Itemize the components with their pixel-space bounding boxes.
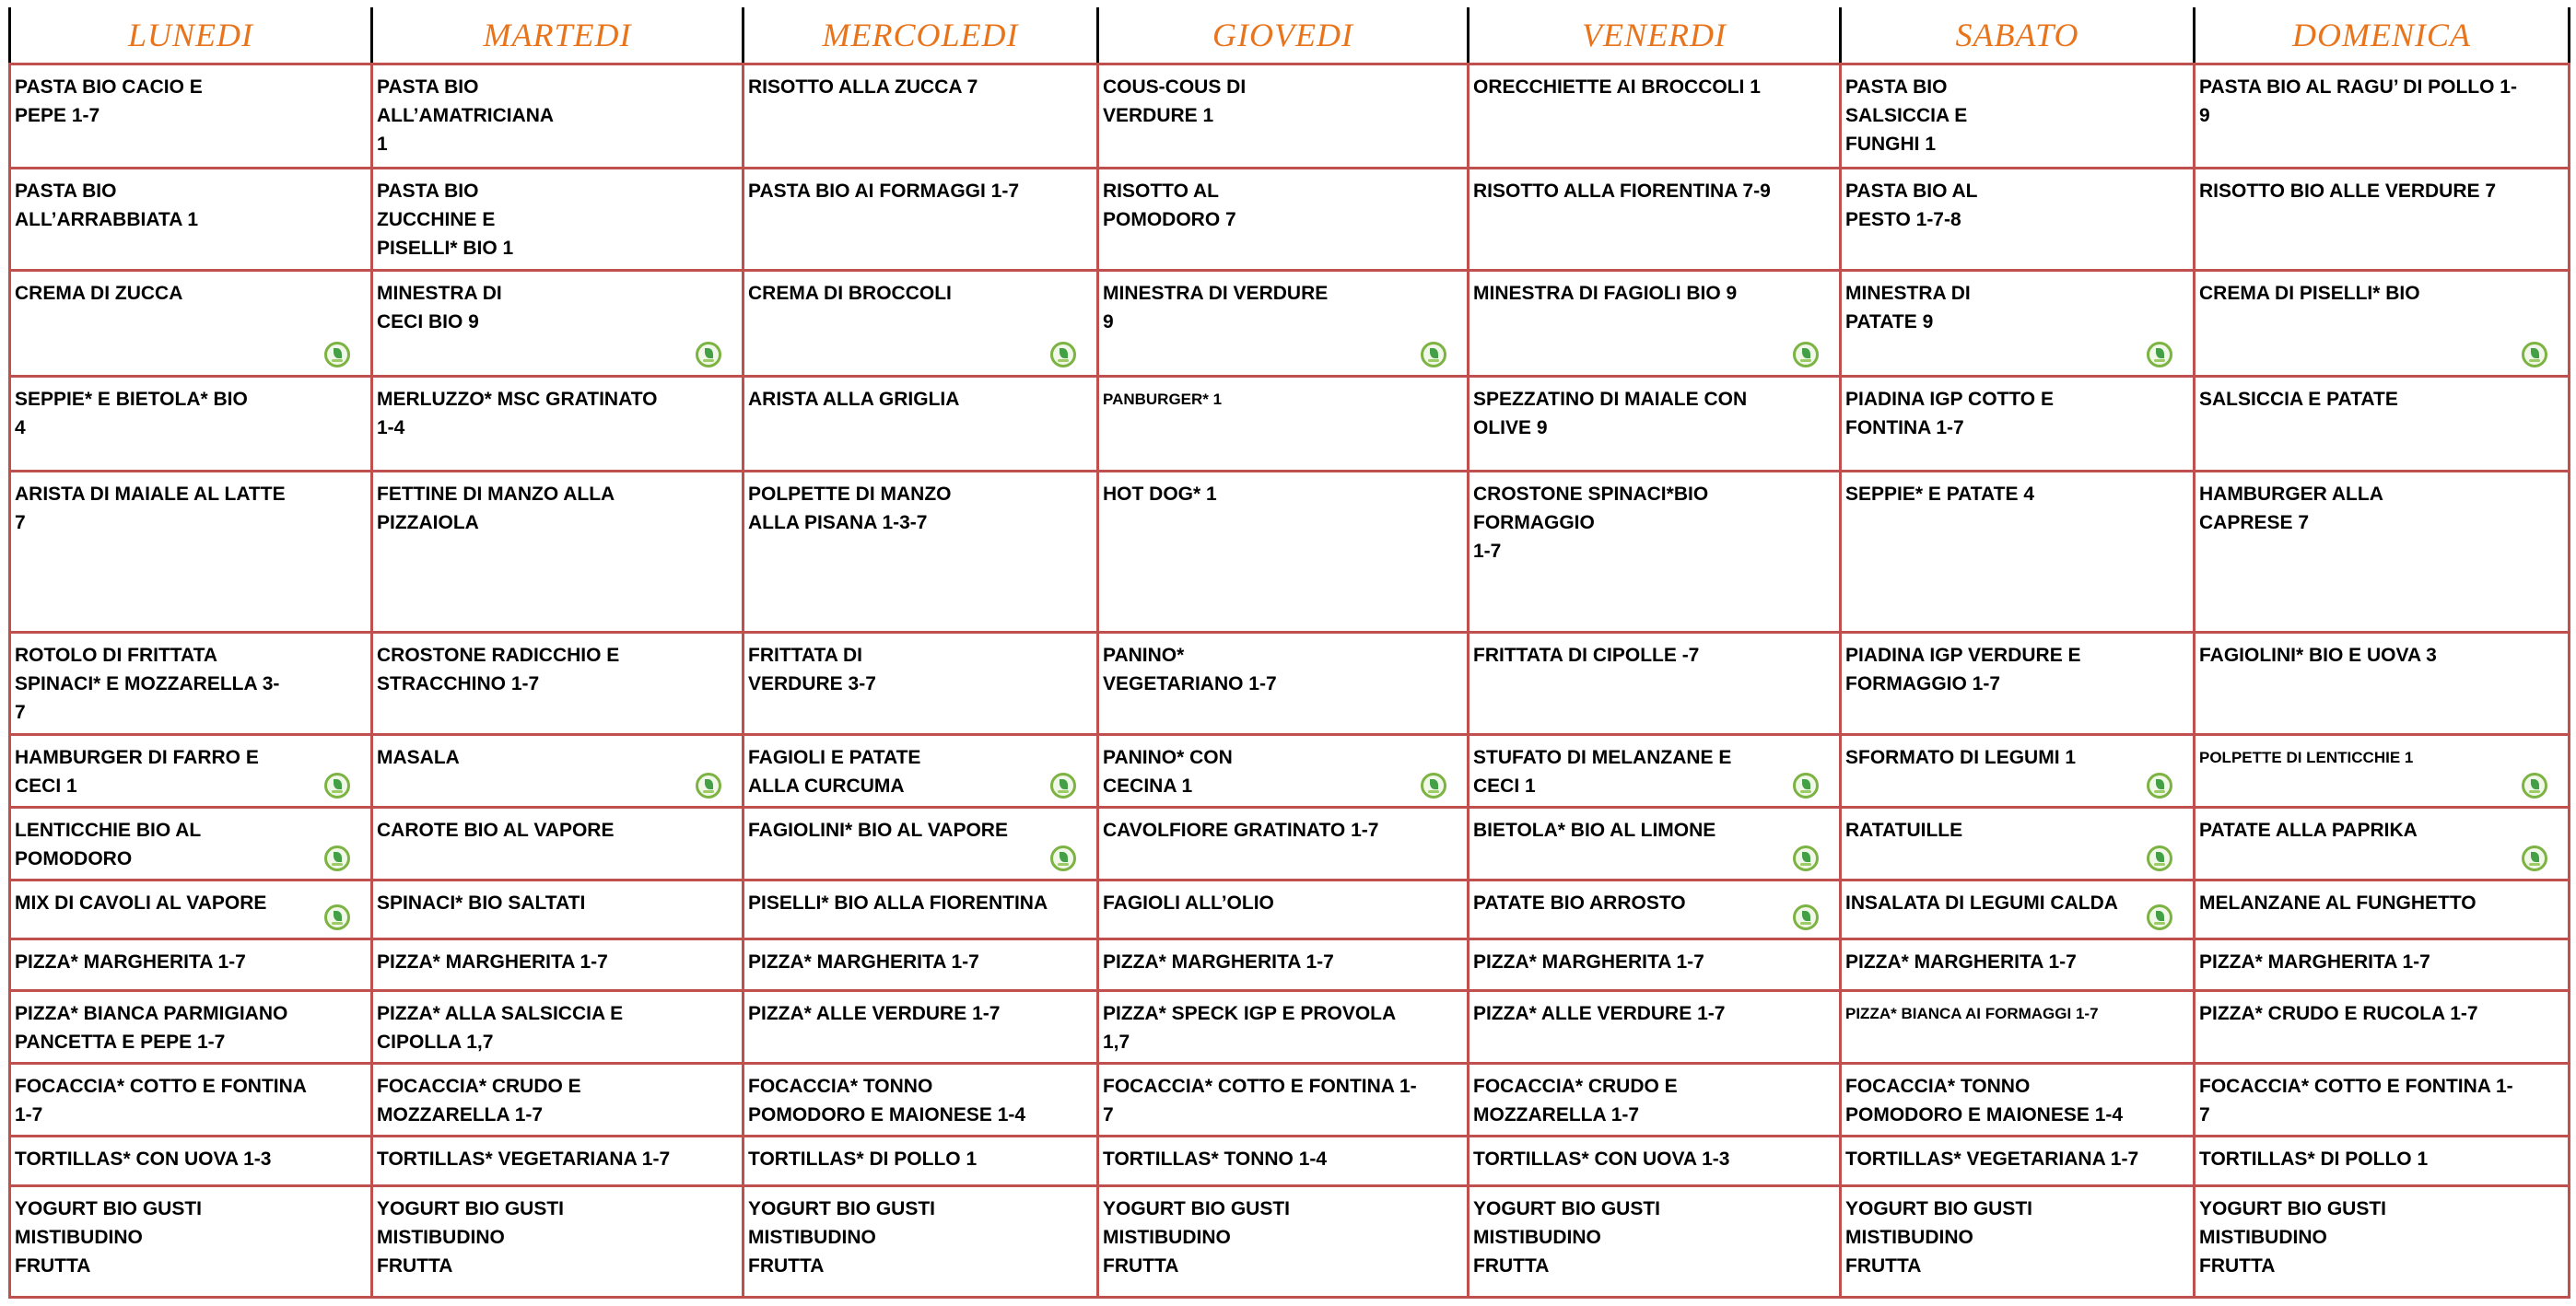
menu-cell (1469, 880, 1841, 939)
dish-text: PANBURGER* 1 (1103, 391, 1223, 409)
menu-cell (744, 1185, 1098, 1297)
veg-badge-icon (324, 342, 350, 367)
dish-text: LENTICCHIE BIO AL POMODORO (15, 820, 202, 870)
menu-row (10, 808, 2570, 880)
menu-cell (744, 735, 1098, 808)
dish-text: PIZZA* ALLA SALSICCIA E CIPOLLA 1,7 (377, 1002, 624, 1053)
menu-cell (1098, 271, 1469, 377)
dish-text: SFORMATO DI LEGUMI 1 (1845, 747, 2077, 769)
dish-text: FAGIOLINI* BIO E UOVA 3 (2199, 645, 2437, 667)
veg-badge-icon (1793, 904, 1819, 930)
dish-text: MINESTRA DI FAGIOLI BIO 9 (1473, 283, 1738, 305)
dish-text: YOGURT BIO GUSTI MISTIBUDINO FRUTTA (1845, 1197, 2033, 1277)
menu-cell (10, 990, 372, 1063)
menu-row (10, 1063, 2570, 1136)
menu-cell (1469, 1137, 1841, 1185)
dish-text: PANINO* CON CECINA 1 (1103, 747, 1233, 798)
dish-text: YOGURT BIO GUSTI MISTIBUDINO FRUTTA (15, 1197, 203, 1277)
menu-cell (372, 808, 744, 880)
menu-cell (1841, 1063, 2195, 1136)
dish-text: PIZZA* ALLE VERDURE 1-7 (1473, 1002, 1726, 1024)
menu-cell (1098, 633, 1469, 735)
menu-cell (1841, 169, 2195, 271)
menu-row (10, 880, 2570, 939)
dish-text: RATATUILLE (1845, 820, 1963, 842)
veg-badge-icon (2522, 773, 2547, 799)
menu-cell (1098, 1137, 1469, 1185)
dish-text: MINESTRA DI CECI BIO 9 (377, 283, 502, 333)
menu-cell (1469, 939, 1841, 991)
menu-cell (1098, 880, 1469, 939)
menu-cell (372, 169, 744, 271)
dish-text: PASTA BIO ALL’AMATRICIANA 1 (377, 76, 555, 155)
menu-cell (2195, 377, 2570, 472)
menu-cell (372, 880, 744, 939)
menu-cell (1469, 808, 1841, 880)
menu-cell (1469, 271, 1841, 377)
dish-text: ORECCHIETTE AI BROCCOLI 1 (1473, 76, 1761, 98)
menu-cell (744, 1063, 1098, 1136)
day-header-giovedi: GIOVEDI (1098, 7, 1469, 64)
menu-cell (1841, 64, 2195, 169)
dish-text: MINESTRA DI VERDURE 9 (1103, 283, 1329, 333)
dish-text: PIZZA* BIANCA AI FORMAGGI 1-7 (1845, 1004, 2099, 1022)
menu-row (10, 1185, 2570, 1297)
menu-cell (2195, 271, 2570, 377)
veg-badge-icon (1421, 342, 1446, 367)
menu-cell (1098, 472, 1469, 633)
dish-text: SPEZZATINO DI MAIALE CON OLIVE 9 (1473, 389, 1748, 439)
menu-cell (372, 1063, 744, 1136)
menu-cell (10, 64, 372, 169)
menu-cell (372, 633, 744, 735)
menu-cell (744, 169, 1098, 271)
menu-cell (744, 1137, 1098, 1185)
menu-cell (1841, 1137, 2195, 1185)
veg-badge-icon (2522, 342, 2547, 367)
menu-cell (1469, 472, 1841, 633)
menu-cell (1098, 939, 1469, 991)
dish-text: PIADINA IGP VERDURE E FORMAGGIO 1-7 (1845, 645, 2081, 695)
dish-text: SALSICCIA E PATATE (2199, 389, 2398, 411)
menu-cell (2195, 1063, 2570, 1136)
veg-badge-icon (2147, 845, 2172, 871)
menu-cell (372, 64, 744, 169)
dish-text: TORTILLAS* DI POLLO 1 (748, 1149, 978, 1171)
menu-row (10, 377, 2570, 472)
menu-cell (372, 271, 744, 377)
menu-body (10, 64, 2570, 1298)
menu-row (10, 990, 2570, 1063)
menu-cell (1841, 271, 2195, 377)
menu-cell (2195, 990, 2570, 1063)
dish-text: PIADINA IGP COTTO E FONTINA 1-7 (1845, 389, 2054, 439)
menu-cell (2195, 472, 2570, 633)
menu-cell (2195, 880, 2570, 939)
dish-text: MINESTRA DI PATATE 9 (1845, 283, 1971, 333)
menu-row (10, 735, 2570, 808)
dish-text: PIZZA* CRUDO E RUCOLA 1-7 (2199, 1002, 2478, 1024)
menu-cell (744, 64, 1098, 169)
dish-text: PIZZA* MARGHERITA 1-7 (1845, 951, 2077, 974)
menu-cell (10, 939, 372, 991)
menu-cell (744, 880, 1098, 939)
menu-cell (744, 377, 1098, 472)
veg-badge-icon (1421, 773, 1446, 799)
dish-text: PASTA BIO SALSICCIA E FUNGHI 1 (1845, 76, 1968, 155)
menu-cell (10, 633, 372, 735)
veg-badge-icon (2147, 342, 2172, 367)
dish-text: RISOTTO ALLA FIORENTINA 7-9 (1473, 181, 1771, 203)
menu-cell (2195, 808, 2570, 880)
dish-text: YOGURT BIO GUSTI MISTIBUDINO FRUTTA (1473, 1197, 1661, 1277)
menu-cell (10, 1063, 372, 1136)
dish-text: YOGURT BIO GUSTI MISTIBUDINO FRUTTA (748, 1197, 936, 1277)
dish-text: PATATE BIO ARROSTO (1473, 892, 1686, 915)
menu-cell (1469, 1063, 1841, 1136)
menu-row (10, 169, 2570, 271)
menu-cell (1841, 633, 2195, 735)
dish-text: PASTA BIO AL RAGU’ DI POLLO 1- 9 (2199, 76, 2517, 126)
day-header-lunedi: LUNEDI (10, 7, 372, 64)
veg-badge-icon (1050, 773, 1076, 799)
menu-cell (10, 472, 372, 633)
dish-text: MIX DI CAVOLI AL VAPORE (15, 892, 267, 915)
menu-cell (2195, 1185, 2570, 1297)
menu-cell (372, 990, 744, 1063)
menu-cell (2195, 939, 2570, 991)
dish-text: PIZZA* MARGHERITA 1-7 (15, 951, 246, 974)
dish-text: POLPETTE DI MANZO ALLA PISANA 1-3-7 (748, 484, 952, 534)
veg-badge-icon (1050, 342, 1076, 367)
veg-badge-icon (1793, 342, 1819, 367)
dish-text: PATATE ALLA PAPRIKA (2199, 820, 2418, 842)
dish-text: PIZZA* SPECK IGP E PROVOLA 1,7 (1103, 1002, 1397, 1053)
dish-text: FOCACCIA* COTTO E FONTINA 1- 7 (1103, 1075, 1417, 1125)
dish-text: MASALA (377, 747, 460, 769)
menu-cell (744, 633, 1098, 735)
dish-text: ROTOLO DI FRITTATA SPINACI* E MOZZARELLA 3- 7 (15, 645, 280, 724)
menu-cell (10, 1185, 372, 1297)
menu-cell (744, 990, 1098, 1063)
dish-text: TORTILLAS* DI POLLO 1 (2199, 1149, 2429, 1171)
menu-cell (2195, 633, 2570, 735)
dish-text: TORTILLAS* CON UOVA 1-3 (15, 1149, 272, 1171)
menu-cell (1469, 990, 1841, 1063)
menu-cell (1841, 939, 2195, 991)
dish-text: ARISTA DI MAIALE AL LATTE 7 (15, 484, 286, 534)
day-header-martedi: MARTEDI (372, 7, 744, 64)
menu-cell (10, 377, 372, 472)
dish-text: PASTA BIO ALL’ARRABBIATA 1 (15, 181, 199, 231)
menu-cell (1098, 169, 1469, 271)
menu-cell (372, 377, 744, 472)
menu-cell (372, 939, 744, 991)
dish-text: PIZZA* MARGHERITA 1-7 (748, 951, 979, 974)
dish-text: TORTILLAS* TONNO 1-4 (1103, 1149, 1328, 1171)
menu-cell (744, 472, 1098, 633)
dish-text: SPINACI* BIO SALTATI (377, 892, 586, 915)
menu-cell (372, 1185, 744, 1297)
dish-text: CROSTONE RADICCHIO E STRACCHINO 1-7 (377, 645, 620, 695)
menu-cell (1469, 64, 1841, 169)
dish-text: TORTILLAS* VEGETARIANA 1-7 (1845, 1149, 2139, 1171)
dish-text: FAGIOLINI* BIO AL VAPORE (748, 820, 1008, 842)
menu-cell (1841, 990, 2195, 1063)
dish-text: RISOTTO ALLA ZUCCA 7 (748, 76, 978, 98)
menu-cell (2195, 1137, 2570, 1185)
dish-text: MELANZANE AL FUNGHETTO (2199, 892, 2476, 915)
dish-text: TORTILLAS* VEGETARIANA 1-7 (377, 1149, 671, 1171)
menu-cell (10, 808, 372, 880)
dish-text: FOCACCIA* TONNO POMODORO E MAIONESE 1-4 (1845, 1075, 2124, 1125)
dish-text: CREMA DI ZUCCA (15, 283, 183, 305)
menu-row (10, 271, 2570, 377)
menu-cell (1469, 633, 1841, 735)
dish-text: CAVOLFIORE GRATINATO 1-7 (1103, 820, 1379, 842)
dish-text: PIZZA* MARGHERITA 1-7 (377, 951, 608, 974)
dish-text: FAGIOLI ALL’OLIO (1103, 892, 1274, 915)
dish-text: PIZZA* MARGHERITA 1-7 (2199, 951, 2430, 974)
menu-cell (1098, 990, 1469, 1063)
veg-badge-icon (2147, 773, 2172, 799)
dish-text: HAMBURGER ALLA CAPRESE 7 (2199, 484, 2383, 534)
veg-badge-icon (324, 904, 350, 930)
veg-badge-icon (696, 773, 721, 799)
dish-text: MERLUZZO* MSC GRATINATO 1-4 (377, 389, 658, 439)
day-header-row (10, 7, 2570, 64)
menu-cell (744, 939, 1098, 991)
veg-badge-icon (2522, 845, 2547, 871)
dish-text: CREMA DI BROCCOLI (748, 283, 952, 305)
dish-text: CROSTONE SPINACI*BIO FORMAGGIO 1-7 (1473, 484, 1709, 563)
dish-text: RISOTTO AL POMODORO 7 (1103, 181, 1236, 231)
menu-row (10, 472, 2570, 633)
menu-cell (1098, 1063, 1469, 1136)
menu-cell (2195, 64, 2570, 169)
menu-cell (744, 808, 1098, 880)
dish-text: FOCACCIA* TONNO POMODORO E MAIONESE 1-4 (748, 1075, 1026, 1125)
dish-text: CAROTE BIO AL VAPORE (377, 820, 615, 842)
veg-badge-icon (2147, 904, 2172, 930)
menu-cell (1098, 64, 1469, 169)
menu-cell (1841, 472, 2195, 633)
dish-text: YOGURT BIO GUSTI MISTIBUDINO FRUTTA (1103, 1197, 1291, 1277)
menu-cell (1841, 377, 2195, 472)
dish-text: POLPETTE DI LENTICCHIE 1 (2199, 749, 2414, 767)
menu-cell (10, 169, 372, 271)
dish-text: FOCACCIA* CRUDO E MOZZARELLA 1-7 (377, 1075, 581, 1125)
menu-row (10, 1137, 2570, 1185)
dish-text: SEPPIE* E BIETOLA* BIO 4 (15, 389, 248, 439)
menu-cell (1098, 1185, 1469, 1297)
dish-text: INSALATA DI LEGUMI CALDA (1845, 892, 2118, 915)
dish-text: HOT DOG* 1 (1103, 484, 1217, 506)
dish-text: FOCACCIA* COTTO E FONTINA 1-7 (15, 1075, 307, 1125)
dish-text: FAGIOLI E PATATE ALLA CURCUMA (748, 747, 921, 798)
dish-text: FOCACCIA* CRUDO E MOZZARELLA 1-7 (1473, 1075, 1678, 1125)
dish-text: STUFATO DI MELANZANE E CECI 1 (1473, 747, 1732, 798)
dish-text: YOGURT BIO GUSTI MISTIBUDINO FRUTTA (2199, 1197, 2387, 1277)
menu-cell (1469, 169, 1841, 271)
menu-cell (1841, 1185, 2195, 1297)
menu-cell (1469, 735, 1841, 808)
dish-text: PIZZA* ALLE VERDURE 1-7 (748, 1002, 1001, 1024)
dish-text: HAMBURGER DI FARRO E CECI 1 (15, 747, 259, 798)
dish-text: BIETOLA* BIO AL LIMONE (1473, 820, 1716, 842)
dish-text: PIZZA* MARGHERITA 1-7 (1103, 951, 1334, 974)
dish-text: FOCACCIA* COTTO E FONTINA 1- 7 (2199, 1075, 2513, 1125)
menu-cell (1841, 880, 2195, 939)
veg-badge-icon (1793, 773, 1819, 799)
dish-text: ARISTA ALLA GRIGLIA (748, 389, 960, 411)
veg-badge-icon (1050, 845, 1076, 871)
dish-text: PASTA BIO AI FORMAGGI 1-7 (748, 181, 1020, 203)
menu-cell (372, 472, 744, 633)
dish-text: FRITTATA DI CIPOLLE -7 (1473, 645, 1700, 667)
dish-text: PISELLI* BIO ALLA FIORENTINA (748, 892, 1048, 915)
dish-text: PASTA BIO ZUCCHINE E PISELLI* BIO 1 (377, 181, 514, 260)
veg-badge-icon (324, 773, 350, 799)
veg-badge-icon (324, 845, 350, 871)
menu-cell (10, 735, 372, 808)
menu-cell (1098, 377, 1469, 472)
menu-cell (2195, 169, 2570, 271)
day-header-domenica: DOMENICA (2195, 7, 2570, 64)
weekly-menu-table (8, 7, 2570, 1299)
menu-row (10, 633, 2570, 735)
dish-text: PASTA BIO CACIO E PEPE 1-7 (15, 76, 203, 126)
menu-cell (372, 1137, 744, 1185)
menu-cell (372, 735, 744, 808)
day-header-mercoledi: MERCOLEDI (744, 7, 1098, 64)
dish-text: YOGURT BIO GUSTI MISTIBUDINO FRUTTA (377, 1197, 565, 1277)
menu-cell (1841, 735, 2195, 808)
dish-text: FETTINE DI MANZO ALLA PIZZAIOLA (377, 484, 615, 534)
veg-badge-icon (696, 342, 721, 367)
menu-cell (1098, 735, 1469, 808)
menu-cell (2195, 735, 2570, 808)
dish-text: FRITTATA DI VERDURE 3-7 (748, 645, 876, 695)
veg-badge-icon (1793, 845, 1819, 871)
menu-cell (744, 271, 1098, 377)
dish-text: RISOTTO BIO ALLE VERDURE 7 (2199, 181, 2497, 203)
menu-cell (10, 271, 372, 377)
menu-cell (10, 1137, 372, 1185)
menu-row (10, 939, 2570, 991)
dish-text: CREMA DI PISELLI* BIO (2199, 283, 2420, 305)
dish-text: SEPPIE* E PATATE 4 (1845, 484, 2034, 506)
menu-row (10, 64, 2570, 169)
day-header-venerdi: VENERDI (1469, 7, 1841, 64)
dish-text: PIZZA* MARGHERITA 1-7 (1473, 951, 1704, 974)
menu-cell (1469, 377, 1841, 472)
menu-cell (1841, 808, 2195, 880)
dish-text: PIZZA* BIANCA PARMIGIANO PANCETTA E PEPE 1-7 (15, 1002, 288, 1053)
day-header-sabato: SABATO (1841, 7, 2195, 64)
dish-text: PASTA BIO AL PESTO 1-7-8 (1845, 181, 1978, 231)
dish-text: TORTILLAS* CON UOVA 1-3 (1473, 1149, 1730, 1171)
dish-text: COUS-COUS DI VERDURE 1 (1103, 76, 1247, 126)
dish-text: PANINO* VEGETARIANO 1-7 (1103, 645, 1277, 695)
menu-cell (10, 880, 372, 939)
menu-cell (1469, 1185, 1841, 1297)
menu-cell (1098, 808, 1469, 880)
